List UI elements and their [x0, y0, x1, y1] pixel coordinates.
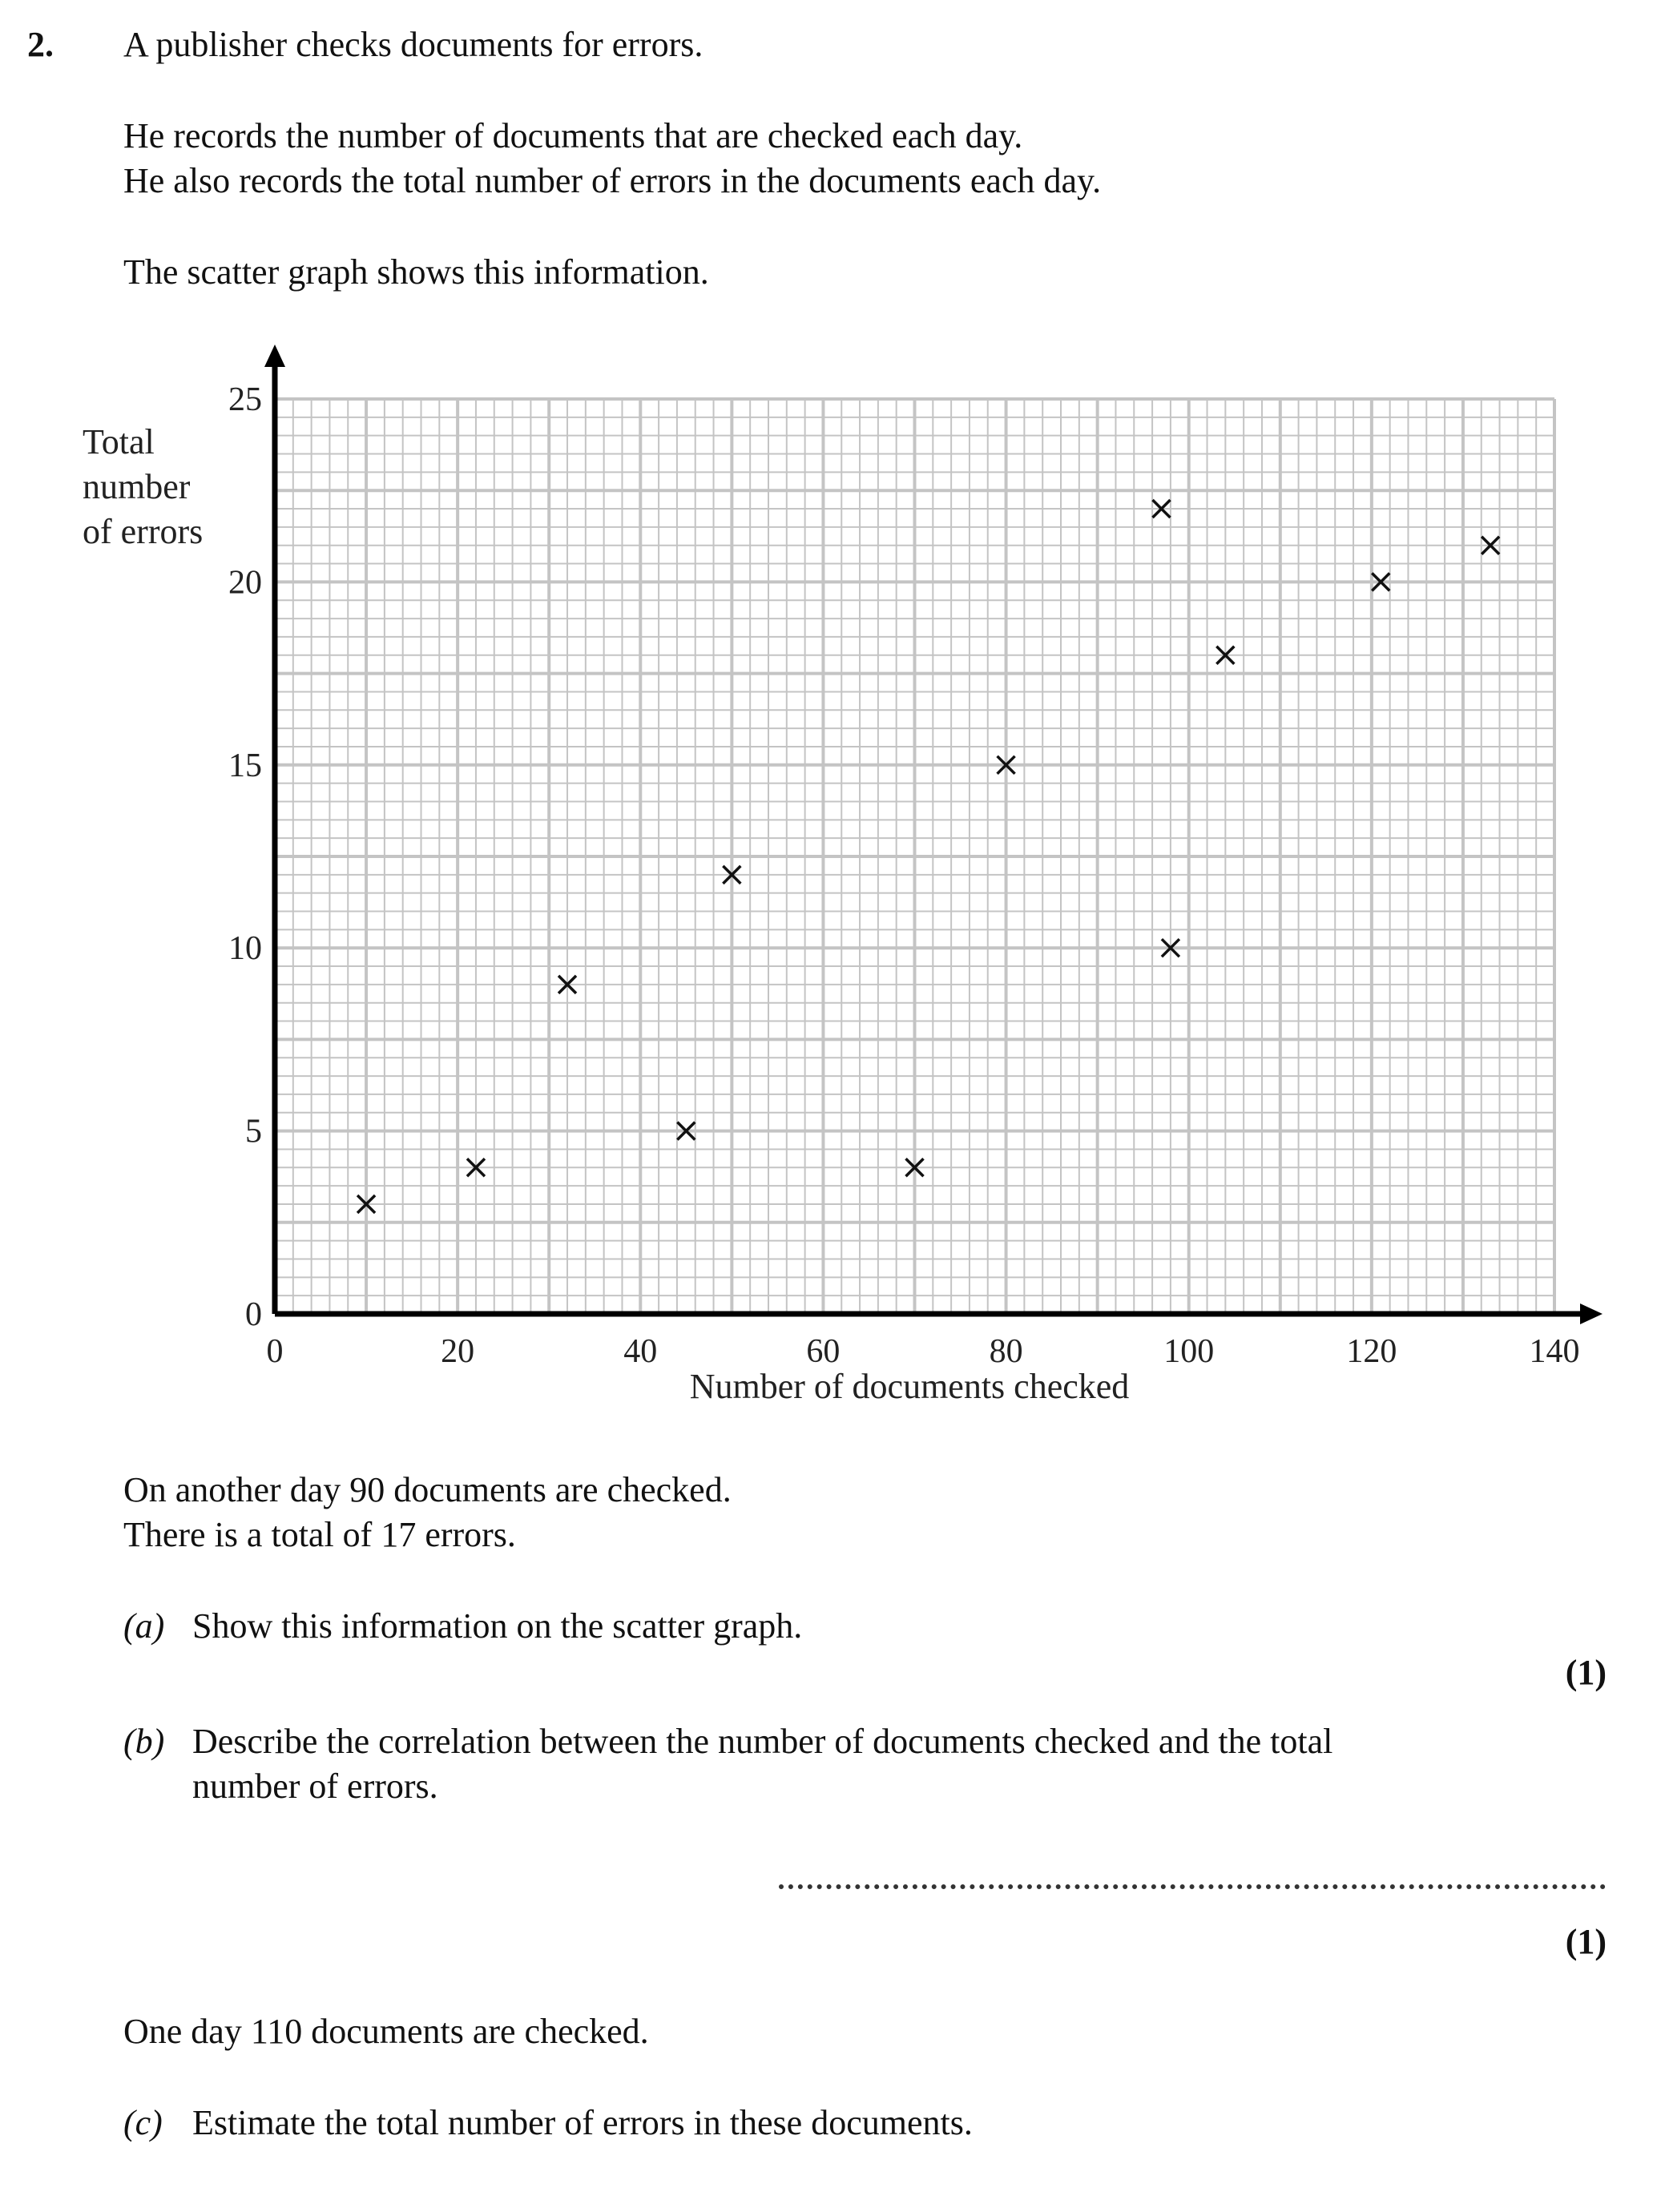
question-text-line-3: The scatter graph shows this information.: [123, 252, 709, 292]
question-text-line-2: He also records the total number of errors in the documents each day.: [123, 161, 1102, 200]
part-b-text-line-2: number of errors.: [192, 1767, 438, 1806]
y-axis-label-line: Total: [83, 422, 155, 461]
x-tick-label: 140: [1529, 1333, 1580, 1370]
part-b-label: (b): [123, 1722, 165, 1761]
question-text-line-1: He records the number of documents that are checked each day.: [123, 116, 1023, 155]
part-c-label: (c): [123, 2103, 163, 2142]
another-day-line-2: There is a total of 17 errors.: [123, 1515, 516, 1554]
y-axis-label-line: of errors: [83, 512, 204, 551]
y-axis-arrow: [264, 344, 285, 367]
x-tick-label: 0: [266, 1333, 284, 1370]
part-b-marks: (1): [1565, 1922, 1607, 1961]
x-tick-label: 120: [1346, 1333, 1397, 1370]
y-tick-label: 10: [228, 930, 262, 968]
one-day-text: One day 110 documents are checked.: [123, 2012, 649, 2051]
x-tick-label: 80: [989, 1333, 1023, 1370]
y-tick-label: 15: [228, 747, 262, 784]
another-day-line-1: On another day 90 documents are checked.: [123, 1470, 732, 1509]
y-tick-label: 5: [245, 1113, 262, 1150]
x-axis-label: Number of documents checked: [689, 1367, 1130, 1406]
y-axis-label-line: number: [83, 467, 191, 506]
question-number: 2.: [27, 25, 54, 64]
x-tick-label: 100: [1163, 1333, 1215, 1370]
y-tick-label: 25: [228, 381, 262, 418]
part-a-marks: (1): [1565, 1653, 1607, 1692]
y-tick-label: 20: [228, 564, 262, 602]
part-a-label: (a): [123, 1606, 165, 1646]
x-tick-label: 20: [441, 1333, 475, 1370]
x-axis-arrow: [1580, 1303, 1603, 1324]
answer-line[interactable]: [779, 1884, 1606, 1889]
part-a-text: Show this information on the scatter graph.: [192, 1606, 803, 1646]
part-c-text: Estimate the total number of errors in these documents.: [192, 2103, 973, 2142]
y-tick-label: 0: [245, 1296, 262, 1333]
graph-grid: [275, 399, 1554, 1314]
x-tick-label: 40: [623, 1333, 658, 1370]
question-intro: A publisher checks documents for errors.: [123, 25, 704, 64]
part-b-text-line-1: Describe the correlation between the number of documents checked and the total: [192, 1722, 1333, 1761]
x-tick-label: 60: [806, 1333, 841, 1370]
